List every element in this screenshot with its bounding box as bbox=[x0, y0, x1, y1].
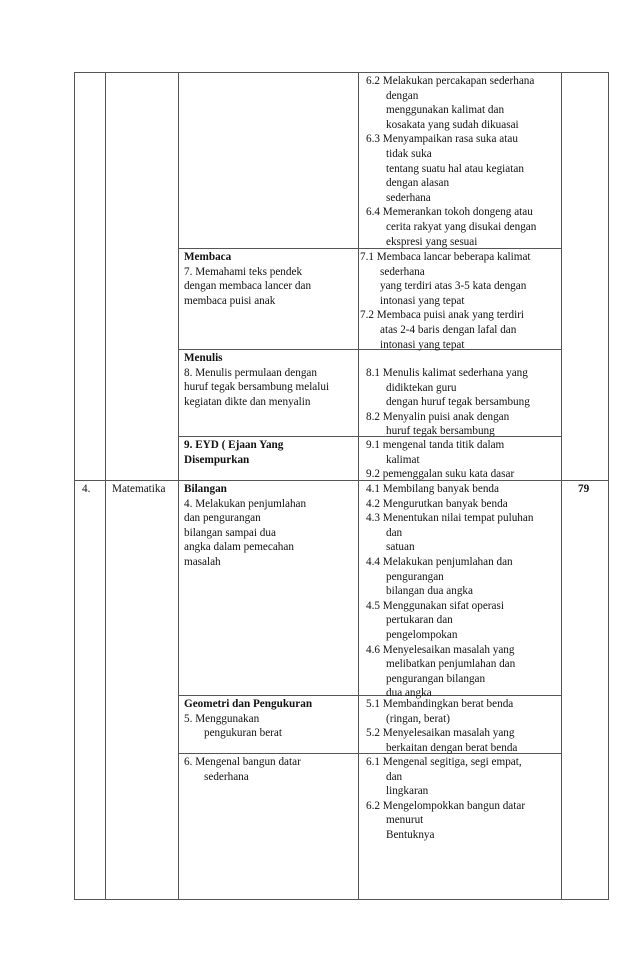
standard-line: pengukuran berat bbox=[204, 727, 282, 740]
competency-item: 6.1 Mengenal segitiga, segi empat, bbox=[366, 756, 522, 768]
column-divider-4 bbox=[561, 72, 562, 900]
competency-item: 6.2 Mengelompokkan bangun datar bbox=[366, 799, 526, 812]
section-bangun-datar bbox=[184, 755, 301, 784]
section-menulis bbox=[184, 351, 329, 409]
competency-line-continuation: kosakata yang sudah dikuasai bbox=[386, 118, 519, 131]
section-title-eyd: 9. EYD ( Ejaan Yang bbox=[184, 439, 284, 451]
competency-line-continuation: dengan alasan bbox=[386, 177, 450, 190]
row-divider-matematika bbox=[74, 480, 608, 481]
competency-item: 5.2 Menyelesaikan masalah yang bbox=[366, 727, 515, 740]
section-title-geometri: Geometri dan Pengukuran bbox=[184, 698, 313, 710]
standard-line: bilangan sampai dua bbox=[184, 526, 276, 539]
competency-item: 8.1 Menulis kalimat sederhana yang bbox=[366, 367, 528, 379]
competency-line-continuation: cerita rakyat yang disukai dengan bbox=[386, 220, 537, 233]
competency-line-continuation: yang terdiri atas 3-5 kata dengan bbox=[380, 280, 527, 293]
competency-line-continuation: pertukaran dan bbox=[386, 614, 453, 627]
competency-item: 6.4 Memerankan tokoh dongeng atau bbox=[366, 206, 533, 219]
competency-line-continuation: intonasi yang tepat bbox=[380, 338, 465, 351]
competency-line-continuation: dan bbox=[386, 770, 403, 783]
section-title-menulis: Menulis bbox=[184, 352, 223, 364]
competency-item: 5.1 Membandingkan berat benda bbox=[366, 698, 514, 710]
competency-item: 8.2 Menyalin puisi anak dengan bbox=[366, 410, 510, 423]
competency-item: 7.2 Membaca puisi anak yang terdiri bbox=[360, 309, 525, 322]
competency-line-continuation: lingkaran bbox=[386, 785, 429, 798]
standard-line: 8. Menulis permulaan dengan bbox=[184, 366, 317, 379]
standard-line: dan pengurangan bbox=[184, 512, 261, 525]
section-geometri bbox=[184, 697, 312, 741]
competency-item: 4.5 Menggunakan sifat operasi bbox=[366, 599, 504, 612]
standard-line: huruf tegak bersambung melalui bbox=[184, 381, 330, 394]
section-title-membaca: Membaca bbox=[184, 251, 232, 263]
standard-line: membaca puisi anak bbox=[184, 294, 276, 307]
section-membaca bbox=[184, 250, 311, 308]
subject-name: Matematika bbox=[112, 483, 166, 495]
competency-line-continuation: pengurangan bbox=[386, 570, 444, 583]
competency-list-bangun-datar bbox=[366, 755, 525, 843]
standard-line: 4. Melakukan penjumlahan bbox=[184, 497, 307, 510]
competency-line-continuation: Bentuknya bbox=[386, 828, 435, 841]
section-title-eyd: Disempurkan bbox=[184, 453, 250, 466]
competency-line-continuation: huruf tegak bersambung bbox=[386, 425, 495, 438]
competency-list-geometri bbox=[366, 697, 517, 755]
competency-line-continuation: (ringan, berat) bbox=[386, 712, 450, 725]
competency-item: 9.1 mengenal tanda titik dalam bbox=[366, 439, 505, 451]
competency-item: 4.6 Menyelesaikan masalah yang bbox=[366, 643, 515, 656]
competency-line-continuation: menurut bbox=[386, 814, 424, 827]
competency-list-bahasa-6 bbox=[366, 74, 536, 249]
competency-line-continuation: sederhana bbox=[386, 191, 431, 204]
competency-line-continuation: dua angka bbox=[386, 687, 432, 700]
competency-line-continuation: ekspresi yang sesuai bbox=[386, 235, 478, 248]
standard-line: angka dalam pemecahan bbox=[184, 541, 294, 554]
standard-line: 6. Mengenal bangun datar bbox=[184, 756, 301, 768]
competency-line-continuation: atas 2-4 baris dengan lafal dan bbox=[380, 323, 517, 336]
competency-item: 6.2 Melakukan percakapan sederhana bbox=[366, 75, 535, 87]
column-divider-2 bbox=[178, 72, 179, 900]
competency-item: 4.2 Mengurutkan banyak benda bbox=[366, 497, 508, 510]
table-border-bottom bbox=[74, 899, 608, 900]
competency-item: 4.3 Menentukan nilai tempat puluhan bbox=[366, 512, 534, 525]
standard-line: sederhana bbox=[204, 770, 249, 783]
competency-line-continuation: berkaitan dengan berat benda bbox=[386, 741, 518, 754]
competency-line-continuation: bilangan dua angka bbox=[386, 585, 473, 598]
competency-line-continuation: pengelompokan bbox=[386, 628, 458, 641]
competency-list-eyd bbox=[366, 438, 514, 482]
competency-line-continuation: intonasi yang tepat bbox=[380, 294, 465, 307]
competency-line-continuation: dengan bbox=[386, 89, 419, 102]
competency-line-continuation: menggunakan kalimat dan bbox=[386, 104, 505, 117]
competency-item: 9.2 pemenggalan suku kata dasar bbox=[366, 468, 515, 481]
row-number: 4. bbox=[82, 483, 91, 495]
competency-line-continuation: satuan bbox=[386, 541, 415, 554]
competency-item: 4.4 Melakukan penjumlahan dan bbox=[366, 555, 513, 568]
table-border-left bbox=[74, 72, 75, 900]
standard-line: 5. Menggunakan bbox=[184, 712, 260, 725]
page-number: 79 bbox=[578, 483, 590, 495]
competency-line-continuation: tidak suka bbox=[386, 147, 432, 160]
competency-list-membaca bbox=[360, 250, 531, 352]
competency-line-continuation: dan bbox=[386, 526, 403, 539]
competency-list-menulis bbox=[366, 366, 530, 439]
competency-line-continuation: kalimat bbox=[386, 453, 420, 466]
competency-line-continuation: pengurangan bilangan bbox=[386, 672, 486, 685]
competency-list-bilangan bbox=[366, 482, 533, 701]
standard-line: 7. Memahami teks pendek bbox=[184, 265, 303, 278]
competency-line-continuation: dengan huruf tegak bersambung bbox=[386, 396, 530, 409]
competency-item: 4.1 Membilang banyak benda bbox=[366, 483, 499, 495]
table-border-top bbox=[74, 72, 608, 73]
column-divider-1 bbox=[105, 72, 106, 900]
section-eyd bbox=[184, 438, 283, 467]
table-border-right bbox=[608, 72, 609, 900]
competency-line-continuation: tentang suatu hal atau kegiatan bbox=[386, 162, 524, 175]
section-title-bilangan: Bilangan bbox=[184, 483, 227, 495]
section-bilangan bbox=[184, 482, 306, 570]
standard-line: masalah bbox=[184, 555, 221, 568]
competency-line-continuation: sederhana bbox=[380, 265, 425, 278]
competency-line-continuation: melibatkan penjumlahan dan bbox=[386, 658, 516, 671]
standard-line: dengan membaca lancer dan bbox=[184, 280, 312, 293]
competency-item: 7.1 Membaca lancar beberapa kalimat bbox=[360, 251, 531, 263]
standard-line: kegiatan dikte dan menyalin bbox=[184, 395, 311, 408]
competency-item: 6.3 Menyampaikan rasa suka atau bbox=[366, 133, 518, 146]
column-divider-3 bbox=[358, 72, 359, 900]
competency-line-continuation: didiktekan guru bbox=[386, 381, 457, 394]
